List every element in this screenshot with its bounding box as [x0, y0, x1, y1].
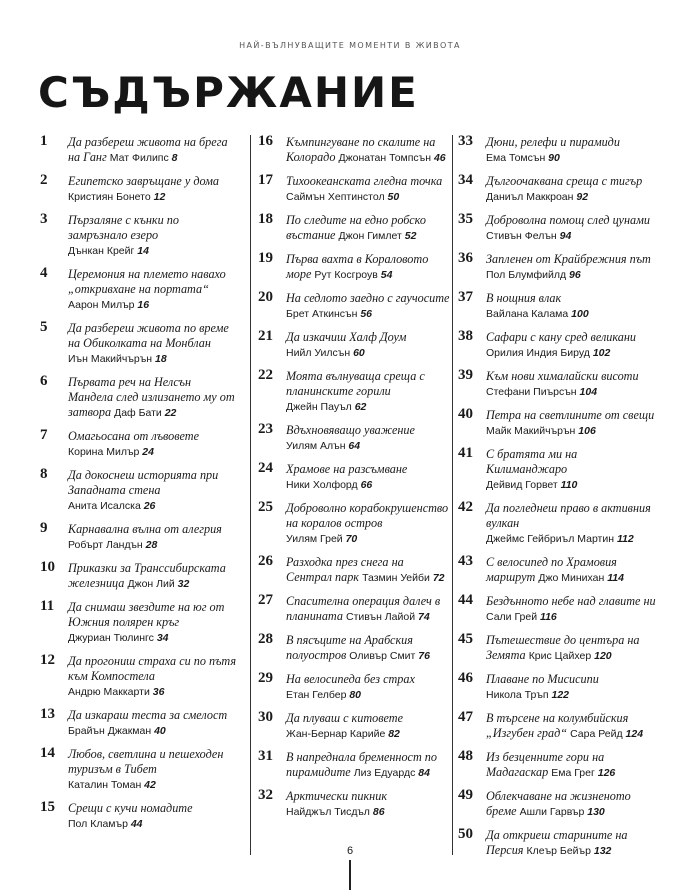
entry-number: 20: [258, 289, 273, 305]
entry-author: Найджъл Тисдъл: [286, 806, 373, 818]
entry-title: На велосипеда без страх: [286, 672, 415, 686]
entry-author: Корина Милър: [68, 446, 143, 458]
entry-number: 7: [40, 427, 48, 443]
toc-entry[interactable]: [40, 429, 238, 460]
entry-number: 9: [40, 520, 48, 536]
entry-page: 72: [432, 572, 445, 584]
running-header: НАЙ-ВЪЛНУВАЩИТЕ МОМЕНТИ В ЖИВОТА: [239, 41, 461, 50]
toc-entry[interactable]: [458, 594, 660, 625]
entry-page: 26: [143, 500, 156, 512]
entry-number: 47: [458, 709, 473, 725]
toc-entry[interactable]: [40, 213, 238, 259]
entry-page: 60: [353, 347, 365, 359]
entry-author: Анита Исалска: [68, 500, 144, 512]
entry-number: 15: [40, 799, 55, 815]
entry-author: Сара Рейд: [570, 728, 626, 740]
entry-author: Крис Цайхер: [528, 650, 595, 662]
entry-page: 126: [597, 767, 616, 779]
entry-number: 28: [258, 631, 273, 647]
entry-page: 24: [142, 446, 154, 458]
entry-title: Да изкараш теста за смелост: [68, 708, 228, 722]
toc-entry[interactable]: [258, 135, 451, 166]
toc-entry[interactable]: [40, 267, 238, 313]
entry-number: 45: [458, 631, 473, 647]
entry-page: 52: [404, 230, 417, 242]
entry-title: Приказки за Транссибирската железница: [68, 561, 226, 590]
entry-page: 86: [372, 806, 385, 818]
toc-entry[interactable]: [458, 711, 660, 742]
entry-page: 74: [418, 611, 430, 623]
toc-entry[interactable]: [458, 174, 660, 205]
entry-page: 82: [388, 728, 400, 740]
entry-author: Уилям Грей: [286, 533, 346, 545]
entry-author: Андрю Маккарти: [68, 686, 153, 698]
entry-title: Да докоснеш историята при Западната стена: [68, 468, 219, 497]
entry-page: 130: [587, 806, 605, 818]
entry-page: 54: [380, 269, 393, 281]
entry-page: 44: [130, 818, 143, 830]
entry-number: 22: [258, 367, 273, 383]
entry-author: Майк Макийчърън: [486, 425, 579, 437]
entry-number: 29: [258, 670, 273, 686]
entry-author: Иън Макийчърън: [68, 353, 156, 365]
entry-number: 18: [258, 211, 273, 227]
toc-entry[interactable]: [40, 135, 238, 166]
entry-author: Клеър Бейър: [526, 845, 594, 857]
toc-entry[interactable]: [258, 252, 451, 283]
toc-entry[interactable]: [458, 555, 660, 586]
entry-author: Ники Холфорд: [286, 479, 361, 491]
entry-author: Даф Бати: [114, 407, 165, 419]
entry-page: 8: [171, 152, 178, 164]
entry-author: Етан Гелбер: [286, 689, 350, 701]
entry-author: Ема Томсън: [486, 152, 549, 164]
entry-title: Първата реч на Нелсън Мандела след излизането му от затвора: [68, 375, 235, 419]
entry-title: В нощния влак: [486, 291, 562, 305]
entry-title: Да снимаш звездите на юг от Южния полярен кръг: [68, 600, 225, 629]
toc-column-2: [258, 135, 451, 828]
entry-page: 84: [418, 767, 430, 779]
toc-entry[interactable]: [40, 174, 238, 205]
entry-number: 40: [458, 406, 473, 422]
entry-number: 49: [458, 787, 473, 803]
page-title: СЪДЪРЖАНИЕ: [38, 68, 419, 117]
toc-entry[interactable]: [258, 750, 451, 781]
toc-entry[interactable]: [40, 600, 238, 646]
entry-number: 1: [40, 133, 48, 149]
entry-author: Лиз Едуардс: [353, 767, 419, 779]
entry-author: Ашли Гарвър: [519, 806, 588, 818]
entry-page: 106: [578, 425, 596, 437]
entry-title: Любов, светлина и пешеходен туризъм в Тибет: [68, 747, 224, 776]
entry-title: Да изкачиш Халф Доум: [286, 330, 407, 344]
entry-author: Нийл Уилсън: [286, 347, 354, 359]
entry-page: 90: [548, 152, 560, 164]
entry-number: 2: [40, 172, 48, 188]
entry-title: Към нови хималайски висоти: [486, 369, 639, 383]
entry-number: 30: [258, 709, 273, 725]
entry-title: Пързаляне с кънки по замръзнало езеро: [68, 213, 179, 242]
toc-entry[interactable]: [40, 708, 238, 739]
toc-entry[interactable]: [40, 468, 238, 514]
entry-page: 80: [349, 689, 362, 701]
toc-entry[interactable]: [40, 654, 238, 700]
entry-author: Даниъл Маккроан: [486, 191, 577, 203]
entry-page: 64: [348, 440, 361, 452]
entry-author: Рут Косгроув: [314, 269, 381, 281]
toc-entry[interactable]: [458, 330, 660, 361]
entry-author: Джо Минихан: [538, 572, 608, 584]
toc-entry[interactable]: [40, 747, 238, 793]
toc-column-3: [458, 135, 660, 867]
toc-entry[interactable]: [258, 501, 451, 547]
entry-title: В пясъците на Арабския полуостров: [286, 633, 413, 662]
entry-author: Ема Грег: [551, 767, 598, 779]
entry-number: 24: [258, 460, 273, 476]
entry-author: Саймън Хептинстол: [286, 191, 388, 203]
entry-title: Дюни, релефи и пирамиди: [486, 135, 620, 149]
entry-author: Мат Филипс: [109, 152, 172, 164]
toc-entry[interactable]: [258, 174, 451, 205]
entry-number: 50: [458, 826, 473, 842]
entry-page: 124: [625, 728, 644, 740]
entry-number: 14: [40, 745, 55, 761]
entry-number: 17: [258, 172, 273, 188]
toc-entry[interactable]: [458, 369, 660, 400]
entry-number: 16: [258, 133, 273, 149]
entry-page: 16: [137, 299, 150, 311]
entry-author: Пол Кламър: [68, 818, 131, 830]
entry-author: Дейвид Горвет: [486, 479, 561, 491]
entry-number: 43: [458, 553, 473, 569]
entry-title: Доброволна помощ след цунами: [486, 213, 650, 227]
toc-entry[interactable]: [258, 462, 451, 493]
entry-number: 11: [40, 598, 55, 614]
toc-entry[interactable]: [258, 330, 451, 361]
toc-entry[interactable]: [458, 750, 660, 781]
column-divider-1: [250, 135, 251, 855]
entry-title: Спасителна операция далеч в планината: [286, 594, 441, 623]
entry-page: 36: [152, 686, 165, 698]
toc-entry[interactable]: [458, 633, 660, 664]
entry-number: 34: [458, 172, 473, 188]
toc-entry[interactable]: [40, 801, 238, 832]
entry-number: 27: [258, 592, 273, 608]
toc-entry[interactable]: [458, 291, 660, 322]
entry-number: 10: [40, 559, 55, 575]
entry-page: 112: [616, 533, 634, 545]
entry-page: 18: [155, 353, 167, 365]
entry-title: Да плуваш с китовете: [286, 711, 403, 725]
entry-number: 6: [40, 373, 48, 389]
entry-page: 76: [418, 650, 430, 662]
entry-title: В търсене на колумбийския „Изгубен град“: [486, 711, 629, 740]
entry-author: Пол Блумфийлд: [486, 269, 569, 281]
entry-number: 37: [458, 289, 473, 305]
entry-title: Египетско завръщане у дома: [68, 174, 220, 188]
entry-title: Сафари с кану сред великани: [486, 330, 636, 344]
entry-page: 94: [559, 230, 572, 242]
toc-entry[interactable]: [258, 672, 451, 703]
entry-title: Церемония на племето навахо „откривхане на портата“: [68, 267, 226, 296]
entry-page: 50: [387, 191, 400, 203]
entry-page: 110: [560, 479, 578, 491]
entry-title: Къмпингуване по скалите на Колорадо: [286, 135, 436, 164]
toc-entry[interactable]: [40, 375, 238, 421]
entry-author: Аарон Милър: [68, 299, 138, 311]
entry-author: Стефани Пиърсън: [486, 386, 580, 398]
entry-author: Тазмин Уейби: [362, 572, 433, 584]
entry-title: С братята ми на Килиманджаро: [486, 447, 578, 476]
entry-title: Запленен от Крайбрежния път: [486, 252, 651, 266]
entry-author: Брайън Джакман: [68, 725, 155, 737]
entry-author: Никола Тръп: [486, 689, 552, 701]
entry-author: Дънкан Крейг: [68, 245, 138, 257]
entry-page: 34: [156, 632, 169, 644]
entry-page: 62: [354, 401, 367, 413]
entry-page: 28: [145, 539, 158, 551]
entry-author: Каталин Томан: [68, 779, 145, 791]
entry-page: 56: [360, 308, 373, 320]
entry-title: Арктически пикник: [286, 789, 388, 803]
entry-number: 39: [458, 367, 473, 383]
entry-page: 96: [569, 269, 581, 281]
entry-title: Моята вълнуваща среща с планинските горили: [286, 369, 425, 398]
entry-number: 13: [40, 706, 55, 722]
toc-entry[interactable]: [258, 633, 451, 664]
entry-number: 8: [40, 466, 48, 482]
entry-title: Храмове на разсъмване: [286, 462, 408, 476]
entry-title: Да откриеш старините на Персия: [486, 828, 628, 857]
toc-entry[interactable]: [458, 213, 660, 244]
entry-title: Разходка през снега на Сентрал парк: [286, 555, 404, 584]
entry-title: Първа вахта в Кораловото море: [286, 252, 429, 281]
toc-entry[interactable]: [258, 213, 451, 244]
entry-author: Джон Гимлет: [338, 230, 405, 242]
toc-entry[interactable]: [458, 447, 660, 493]
entry-author: Стивън Лайой: [346, 611, 419, 623]
entry-title: Пътешествие до центъра на Земята: [486, 633, 640, 662]
toc-entry[interactable]: [458, 672, 660, 703]
toc-entry[interactable]: [458, 252, 660, 283]
entry-title: Доброволно корабокрушенство на коралов остров: [286, 501, 449, 530]
toc-entry[interactable]: [458, 135, 660, 166]
entry-author: Жан-Бернар Карийе: [286, 728, 389, 740]
entry-title: Да разбереш живота по време на Обиколката на Монблан: [68, 321, 229, 350]
entry-author: Сали Грей: [486, 611, 541, 623]
entry-title: Да погледнеш право в активния вулкан: [486, 501, 651, 530]
page-number-bar: [349, 860, 351, 890]
entry-title: Дългоочаквана среща с тигър: [486, 174, 643, 188]
toc-entry[interactable]: [40, 522, 238, 553]
entry-number: 19: [258, 250, 273, 266]
entry-author: Оливър Смит: [349, 650, 419, 662]
entry-page: 14: [137, 245, 149, 257]
entry-page: 132: [593, 845, 612, 857]
column-divider-2: [452, 135, 453, 855]
entry-number: 33: [458, 133, 473, 149]
entry-number: 35: [458, 211, 473, 227]
entry-number: 38: [458, 328, 473, 344]
entry-title: Срещи с кучи номадите: [68, 801, 193, 815]
toc-entry[interactable]: [258, 789, 451, 820]
entry-number: 32: [258, 787, 273, 803]
entry-author: Стивън Фелън: [486, 230, 560, 242]
entry-author: Вайлана Калама: [486, 308, 572, 320]
entry-author: Орилия Индия Бируд: [486, 347, 593, 359]
toc-entry[interactable]: [458, 501, 660, 547]
entry-title: Плаване по Мисисипи: [486, 672, 599, 686]
toc-entry[interactable]: [258, 369, 451, 415]
entry-author: Брет Аткинсън: [286, 308, 361, 320]
entry-page: 114: [607, 572, 624, 584]
toc-entry[interactable]: [258, 594, 451, 625]
entry-number: 41: [458, 445, 473, 461]
entry-title: Вдъхновяващо уважение: [286, 423, 415, 437]
entry-page: 122: [551, 689, 570, 701]
toc-entry[interactable]: [258, 555, 451, 586]
entry-number: 25: [258, 499, 273, 515]
entry-page: 92: [576, 191, 589, 203]
toc-column-1: [40, 135, 238, 840]
entry-number: 4: [40, 265, 48, 281]
toc-entry[interactable]: [40, 561, 238, 592]
entry-title: С велосипед по Храмовия маршрут: [486, 555, 617, 584]
entry-author: Робърт Ландън: [68, 539, 146, 551]
entry-number: 26: [258, 553, 273, 569]
entry-page: 102: [592, 347, 611, 359]
entry-title: Петра на светлините от свещи: [486, 408, 655, 422]
entry-page: 32: [177, 578, 190, 590]
entry-title: Карнавална вълна от алегрия: [68, 522, 222, 536]
entry-title: Тихоокеанската гледна точка: [286, 174, 443, 188]
toc-entry[interactable]: [258, 711, 451, 742]
entry-page: 46: [433, 152, 446, 164]
entry-title: Облекчаване на жизненото бреме: [486, 789, 631, 818]
entry-page: 116: [540, 611, 557, 623]
entry-author: Джуриан Тюлингс: [68, 632, 157, 644]
toc-entry[interactable]: [258, 291, 451, 322]
toc-entry[interactable]: [458, 789, 660, 820]
entry-page: 42: [144, 779, 156, 791]
entry-title: На седлото заедно с гаучосите: [286, 291, 450, 305]
entry-title: Да прогониш страха си по пътя към Компостела: [68, 654, 237, 683]
entry-page: 70: [345, 533, 358, 545]
entry-number: 48: [458, 748, 473, 764]
toc-entry[interactable]: [258, 423, 451, 454]
entry-author: Джейн Пауъл: [286, 401, 355, 413]
entry-number: 12: [40, 652, 55, 668]
entry-number: 36: [458, 250, 473, 266]
entry-title: Из безценните гори на Мадагаскар: [486, 750, 605, 779]
entry-title: Да разбереш живота на брега на Ганг: [68, 135, 228, 164]
entry-number: 23: [258, 421, 273, 437]
entry-author: Уилям Алън: [286, 440, 349, 452]
entry-title: Бездънното небе над главите ни: [486, 594, 656, 608]
entry-page: 100: [571, 308, 589, 320]
entry-number: 46: [458, 670, 473, 686]
entry-author: Джонатан Томпсън: [338, 152, 434, 164]
entry-author: Джон Лий: [127, 578, 178, 590]
page-number: 6: [346, 845, 354, 857]
entry-number: 3: [40, 211, 48, 227]
entry-author: Джеймс Гейбриъл Мартин: [486, 533, 617, 545]
toc-entry[interactable]: [458, 408, 660, 439]
entry-page: 40: [154, 725, 166, 737]
entry-number: 42: [458, 499, 473, 515]
entry-page: 120: [594, 650, 612, 662]
entry-page: 104: [579, 386, 598, 398]
toc-entry[interactable]: [40, 321, 238, 367]
entry-title: Омагьосана от лъвовете: [68, 429, 199, 443]
entry-page: 12: [153, 191, 166, 203]
entry-author: Кристиян Бонето: [68, 191, 154, 203]
entry-number: 44: [458, 592, 473, 608]
entry-number: 5: [40, 319, 48, 335]
entry-title: В напреднала бременност по пирамидите: [286, 750, 437, 779]
entry-page: 66: [360, 479, 373, 491]
entry-page: 22: [164, 407, 177, 419]
entry-title: По следите на едно робско въстание: [286, 213, 426, 242]
entry-number: 31: [258, 748, 273, 764]
entry-number: 21: [258, 328, 273, 344]
